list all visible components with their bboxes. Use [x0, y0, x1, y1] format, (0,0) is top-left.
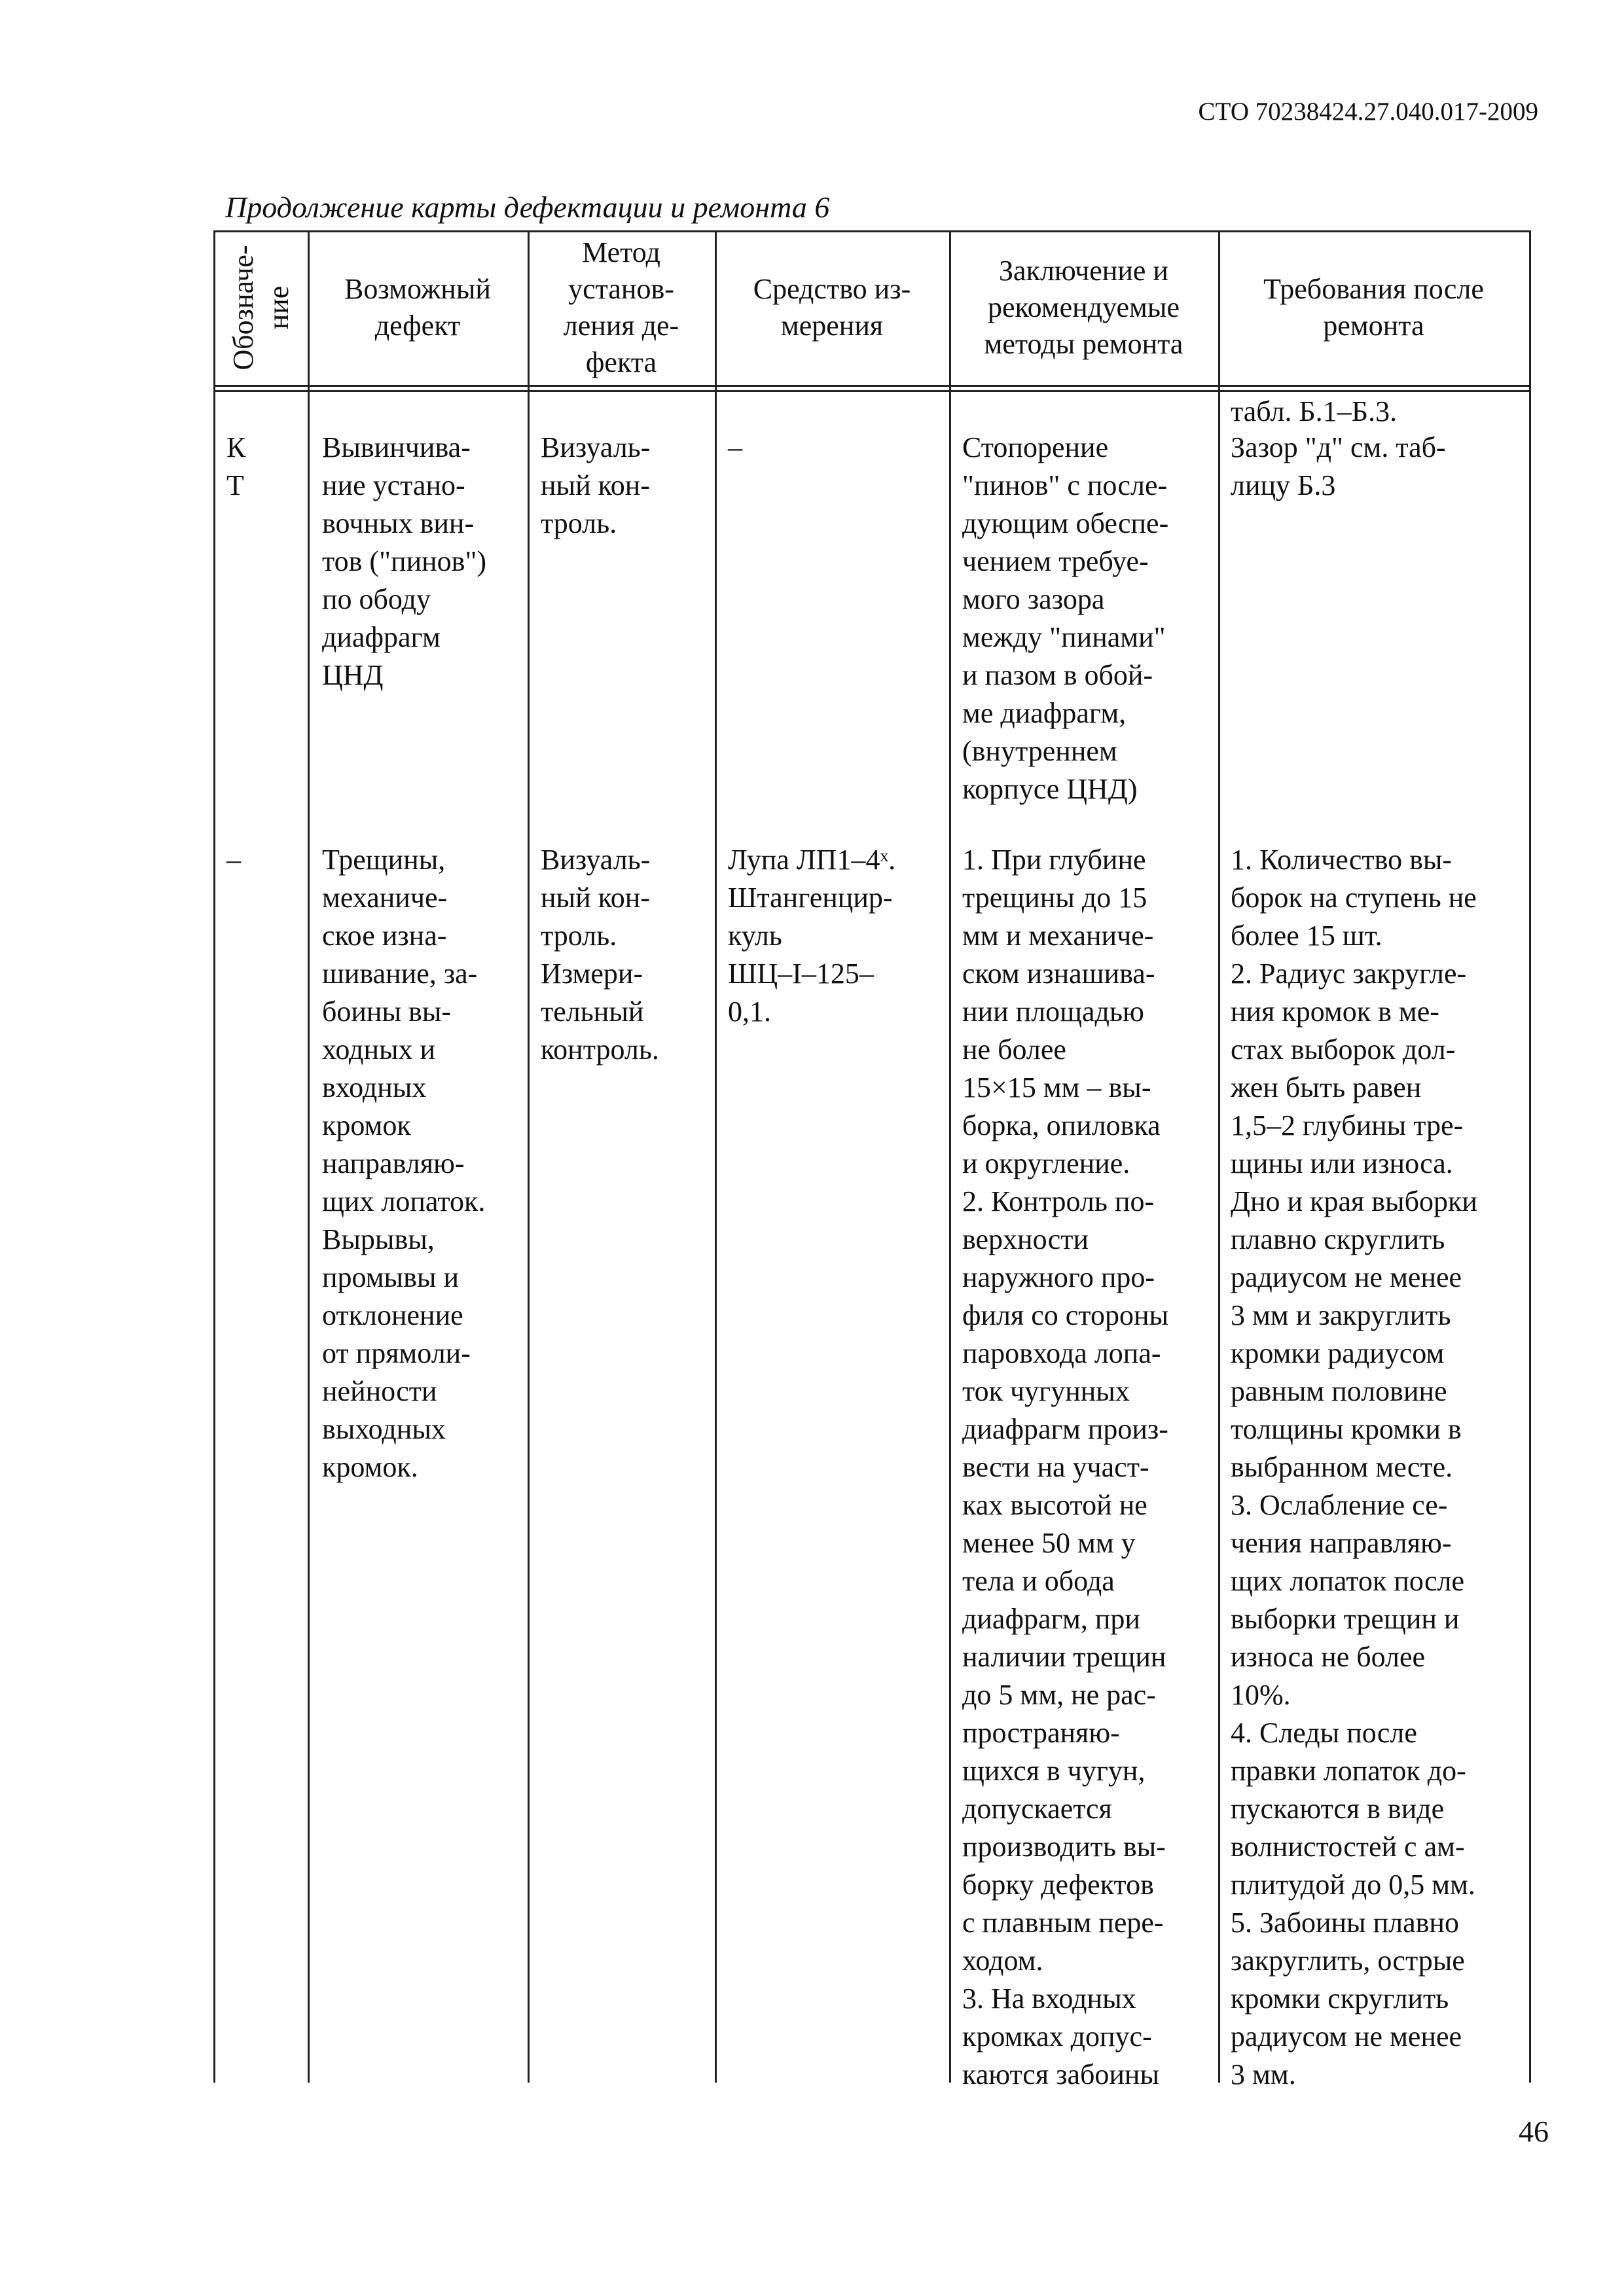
row-designation: –: [226, 844, 241, 876]
header-conclusion: Заключение и рекомендуемые методы ремонта: [984, 255, 1183, 360]
header-divider: [213, 385, 1529, 387]
row-defect: Вывинчива- ние устано- вочных вин- тов ("пинов") по ободу диафрагм ЦНД: [322, 431, 487, 691]
header-measure: Средство из- мерения: [753, 273, 911, 342]
row-designation: К Т: [226, 431, 246, 501]
column-rule: [213, 230, 215, 2083]
column-rule: [1218, 230, 1220, 2083]
header-method: Метод установ- ления де- фекта: [563, 236, 679, 378]
header-requirements: Требования после ремонта: [1263, 273, 1484, 342]
row-requirements: Зазор "д" см. таб- лицу Б.3: [1231, 431, 1446, 501]
header-defect: Возможный дефект: [344, 273, 491, 342]
table-caption: Продолжение карты дефектации и ремонта 6: [225, 190, 830, 224]
page-number: 46: [1519, 2115, 1549, 2148]
row-conclusion: Стопорение "пинов" с после- дующим обеспе- чением требуе- мого зазора между "пинами" и пазом в обой- ме диафрагм, (внутреннем корпусе ЦНД): [962, 431, 1169, 805]
header-divider-2: [213, 390, 1529, 392]
row-defect: Трещины, механиче- ское изна- шивание, за- боины вы- ходных и входных кромок направляю- щих лопаток. Вырывы, промывы и отклонение от прямоли- нейности выходных кромок.: [322, 844, 486, 1483]
row-measure: Лупа ЛП1–4ˣ. Штангенцир- куль ШЦ–I–125– 0,1.: [728, 844, 896, 1028]
column-rule: [308, 230, 310, 2083]
column-rule: [949, 230, 951, 2083]
header-designation: [216, 232, 306, 383]
row-measure: –: [728, 431, 742, 463]
column-rule: [528, 230, 530, 2083]
row-requirements: 1. Количество вы- борок на ступень не более 15 шт. 2. Радиус закругле- ния кромок в ме- стах выборок дол- жен быть равен 1,5–2 глубины тре- щины или износа. Дно и края выборки плавно скруглить радиусом не менее 3 мм и закруглить кромки радиусом равным половине толщины кромки в выбранном месте. 3. Ослабление се- чения направляю- щих лопаток после выборки трещин и износа не более 10%. 4. Следы после правки лопаток до- пускаются в виде волнистостей с ам- плитудой до 0,5 мм. 5. Забоины плавно закруглить, острые кромки скруглить радиусом не менее 3 мм.: [1231, 844, 1477, 2090]
column-rule: [1529, 230, 1531, 2083]
row-conclusion: 1. При глубине трещины до 15 мм и механиче- ском изнашива- нии площадью не более 15×15 мм – вы- борка, опиловка и округление. 2. Контроль по- верхности наружного про- филя со стороны паровхода лопа- ток чугунных диафрагм произ- вести на участ- ках высотой не менее 50 мм у тела и обода диафрагм, при наличии трещин до 5 мм, не рас- пространяю- щихся в чугун, допускается производить вы- борку дефектов с плавным пере- ходом. 3. На входных кромках допус- каются забоины: [962, 844, 1169, 2090]
header-designation-label: Обозначе- ние: [227, 245, 295, 370]
carry-over-requirements: табл. Б.1–Б.3.: [1231, 395, 1398, 427]
row-method: Визуаль- ный кон- троль. Измери- тельный контроль.: [541, 844, 659, 1066]
standard-code: СТО 70238424.27.040.017-2009: [1198, 98, 1538, 126]
row-method: Визуаль- ный кон- троль.: [541, 431, 651, 539]
column-rule: [715, 230, 717, 2083]
